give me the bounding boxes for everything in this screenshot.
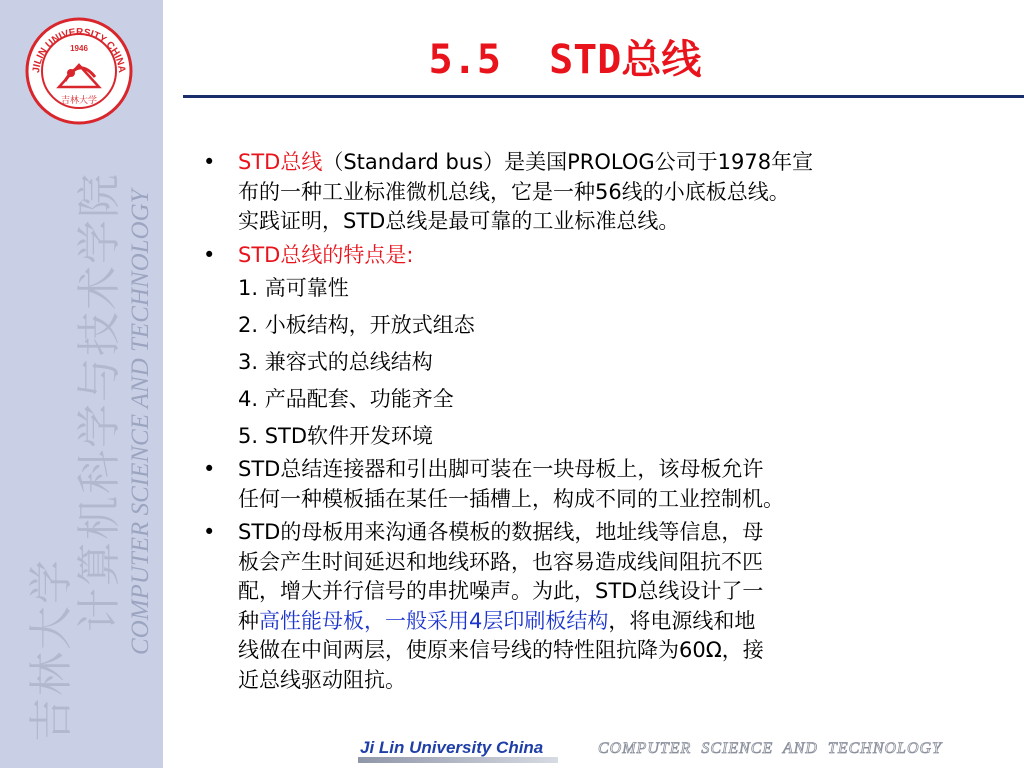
sidebar xyxy=(0,0,163,768)
watermark-cn-line1: 吉林大学 xyxy=(26,558,77,742)
text-line xyxy=(238,607,1003,637)
feature-item: 1. 高可靠性 xyxy=(238,276,349,300)
watermark-english: COMPUTER SCIENCE AND TECHNOLOGY xyxy=(127,189,154,655)
text-line: 实践证明，STD总线是最可靠的工业标准总线。 xyxy=(238,209,680,233)
footer-department: COMPUTER SCIENCE AND TECHNOLOGY xyxy=(598,740,942,757)
text-span: ，将电源线和地 xyxy=(608,608,756,633)
seal-motto: 吉林大学 xyxy=(60,96,98,106)
feature-item: 3. 兼容式的总线结构 xyxy=(238,350,433,374)
seal-ring-text: JILIN UNIVERSITY CHINA xyxy=(31,26,128,74)
seal-year: 1946 xyxy=(70,44,88,53)
title-divider xyxy=(183,95,1024,98)
footer-underline xyxy=(358,757,558,763)
bullet-item xyxy=(203,455,1003,514)
slide-title: 5.5 STD总线 xyxy=(428,37,702,83)
text-line: STD总结连接器和引出脚可装在一块母板上，该母板允许 xyxy=(238,457,764,481)
feature-item: 4. 产品配套、功能齐全 xyxy=(238,387,454,411)
feature-item: 2. 小板结构，开放式组态 xyxy=(238,313,475,337)
bullet-item xyxy=(203,148,1003,237)
feature-item: 5. STD软件开发环境 xyxy=(238,424,434,448)
text-line: 布的一种工业标准微机总线，它是一种56线的小底板总线。 xyxy=(238,179,790,204)
bullet-symbol: • xyxy=(203,457,216,481)
highlight-phrase: 高性能母板，一般采用4层印刷板结构 xyxy=(259,608,609,633)
slide-body xyxy=(203,148,1003,695)
bullet-symbol: • xyxy=(203,242,216,267)
bullet-symbol: • xyxy=(203,520,216,544)
bullet-item xyxy=(203,241,1003,271)
highlight-term: STD总线 xyxy=(238,150,323,174)
text-line: 板会产生时间延迟和地线环路，也容易造成线间阻抗不匹 xyxy=(238,549,763,574)
watermark-chinese xyxy=(28,172,124,742)
section-heading: STD总线的特点是: xyxy=(238,242,414,267)
text-line: 近总线驱动阻抗。 xyxy=(238,667,406,692)
text-line: STD的母板用来沟通各模板的数据线，地址线等信息，母 xyxy=(238,520,764,544)
watermark-cn-line2: 计算机科学与技术学院 xyxy=(74,172,125,632)
text-line: 线做在中间两层，使原来信号线的特性阻抗降为60Ω，接 xyxy=(238,638,764,662)
text-span: 种 xyxy=(238,608,259,633)
bullet-item xyxy=(203,518,1003,695)
text-span: （Standard bus）是美国PROLOG公司于1978年宣 xyxy=(322,150,814,174)
footer-university: Ji Lin University China xyxy=(360,738,544,757)
text-line: 任何一种模板插在某任一插槽上，构成不同的工业控制机。 xyxy=(238,486,784,511)
text-line: 配，增大并行信号的串扰噪声。为此，STD总线设计了一 xyxy=(238,579,764,603)
bullet-symbol: • xyxy=(203,150,216,174)
university-seal-icon xyxy=(25,17,133,125)
text-line xyxy=(238,148,1003,178)
